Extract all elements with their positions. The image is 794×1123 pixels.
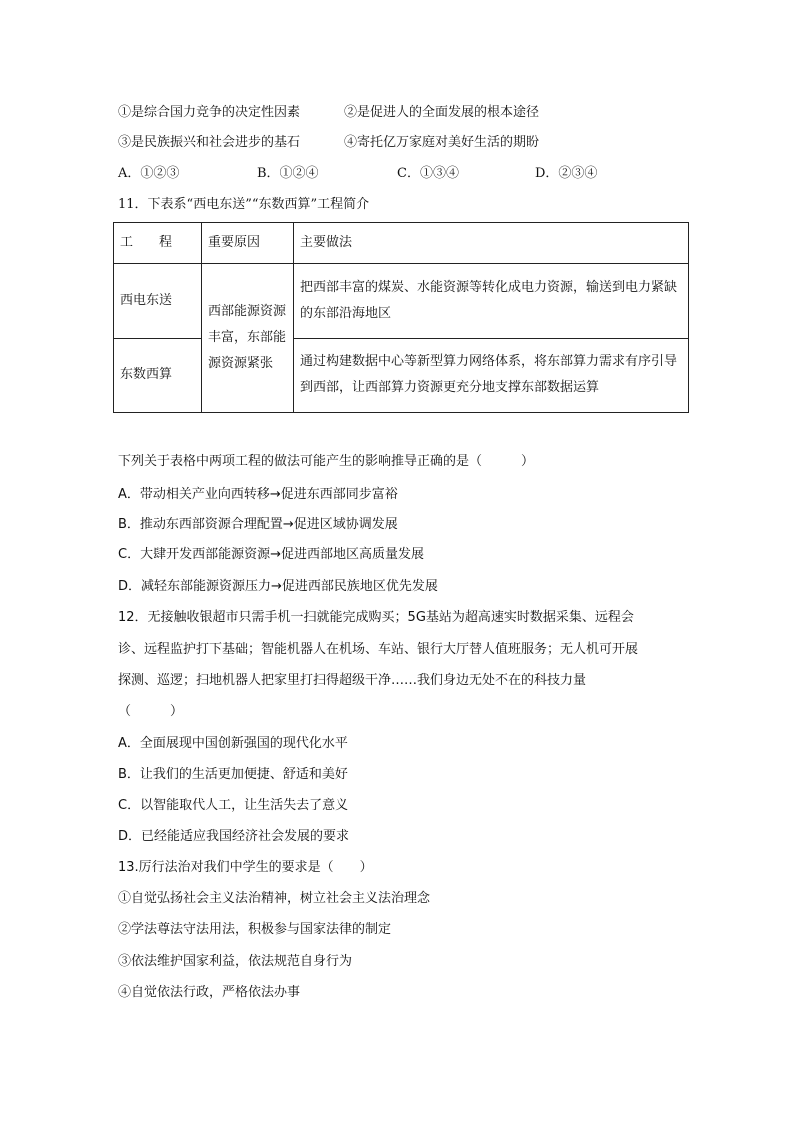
table-row2-project: 东数西算 [114,338,202,413]
q12-option-a: A．全面展现中国创新强国的现代化水平 [118,736,348,751]
q11-option-b: B．推动东西部资源合理配置→促进区域协调发展 [118,517,398,532]
q11-question: 下列关于表格中两项工程的做法可能产生的影响推导正确的是（ ） [118,454,535,469]
q10-statement-1: ①是综合国力竞争的决定性因素 [118,105,301,120]
q11-option-c: C．大肆开发西部能源资源→促进西部地区高质量发展 [118,547,424,562]
q12-text-line-2: 诊、远程监护打下基础；智能机器人在机场、车站、银行大厅替人值班服务；无人机可开展 [118,642,639,657]
q11-option-a: A．带动相关产业向西转移→促进东西部同步富裕 [118,487,398,502]
table-shared-reason: 西部能源资源丰富，东部能源资源紧张 [202,264,294,413]
q11-option-d: D．减轻东部能源资源压力→促进西部民族地区优先发展 [118,579,438,594]
q12-text-line-1: 12．无接触收银超市只需手机一扫就能完成购买；5G基站为超高速实时数据采集、远程会 [118,610,634,625]
q10-option-b: B．①②④ [257,166,319,181]
q12-answer-blank: （ ） [118,704,184,719]
table-header-project: 工 程 [114,223,202,264]
q12-text-line-3: 探测、巡逻；扫地机器人把家里打扫得超级干净……我们身边无处不在的科技力量 [118,673,587,688]
q13-statement-1: ①自觉弘扬社会主义法治精神，树立社会主义法治理念 [118,891,431,906]
q11-table [113,222,688,413]
q13-statement-4: ④自觉依法行政，严格依法办事 [118,985,301,1000]
table-row1-method: 把西部丰富的煤炭、水能资源等转化成电力资源，输送到电力紧缺的东部沿海地区 [294,264,689,339]
q10-option-d: D．②③④ [535,166,598,181]
q12-option-d: D．已经能适应我国经济社会发展的要求 [118,829,350,844]
table-row2-method: 通过构建数据中心等新型算力网络体系，将东部算力需求有序引导到西部，让西部算力资源更充分地支撑东部数据运算 [294,338,689,413]
q12-option-b: B．让我们的生活更加便捷、舒适和美好 [118,767,348,782]
q11-intro: 11．下表系“西电东送”“东数西算”工程简介 [118,197,370,212]
table-header-reason: 重要原因 [202,223,294,264]
q10-option-c: C．①③④ [397,166,459,181]
q10-statement-4: ④寄托亿万家庭对美好生活的期盼 [344,135,540,150]
table-row1-project: 西电东送 [114,264,202,339]
q13-question: 13.厉行法治对我们中学生的要求是（ ） [118,860,373,875]
q13-statement-2: ②学法尊法守法用法，积极参与国家法律的制定 [118,922,392,937]
table-header-method: 主要做法 [294,223,689,264]
q13-statement-3: ③依法维护国家利益，依法规范自身行为 [118,954,353,969]
q10-statement-2: ②是促进人的全面发展的根本途径 [344,105,540,120]
q12-option-c: C．以智能取代人工，让生活失去了意义 [118,798,349,813]
q10-statement-3: ③是民族振兴和社会进步的基石 [118,135,301,150]
q10-option-a: A．①②③ [118,166,180,181]
